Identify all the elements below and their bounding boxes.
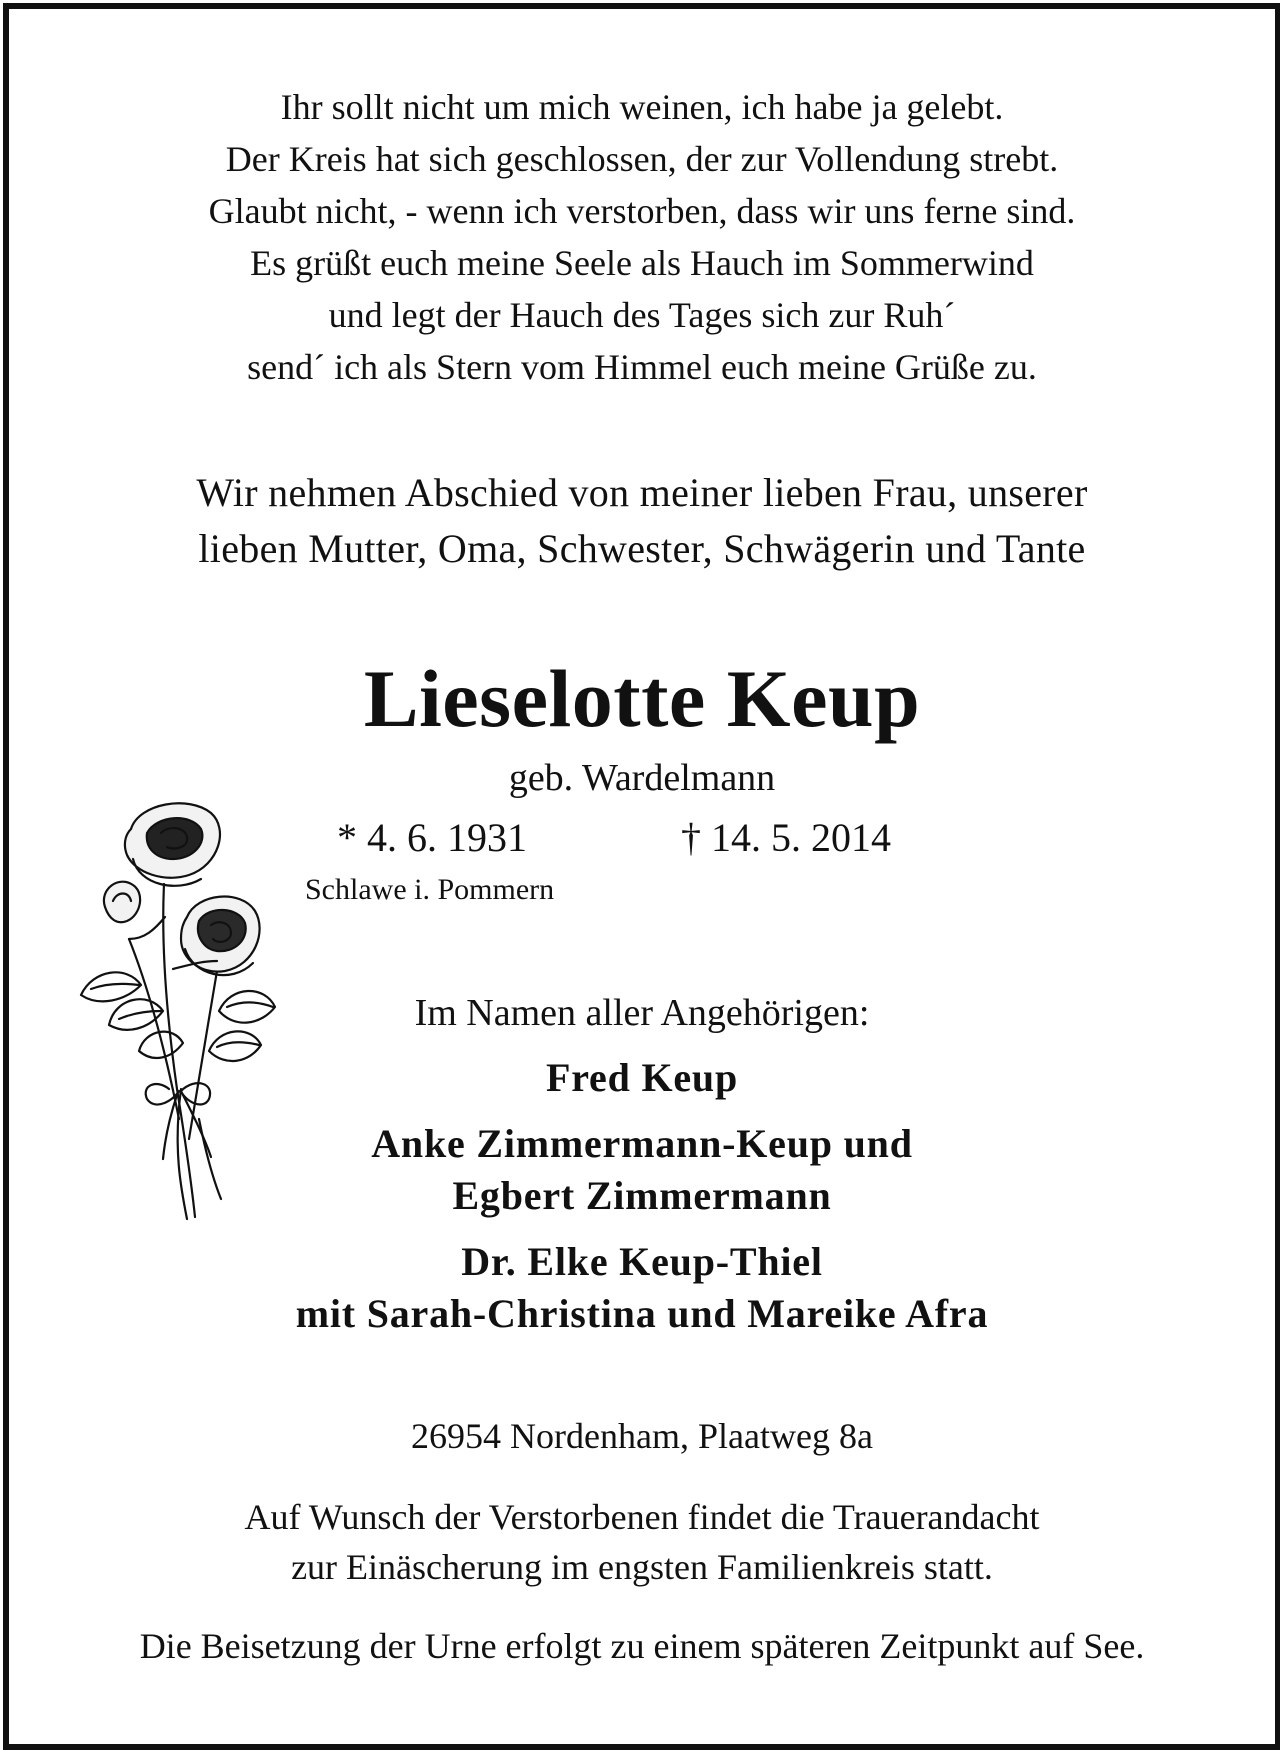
poem-line: Glaubt nicht, - wenn ich verstorben, dass wir uns ferne sind. <box>208 191 1076 231</box>
mourner-name: mit Sarah-Christina und Mareike Afra <box>295 1291 989 1336</box>
address: 26954 Nordenham, Plaatweg 8a <box>411 1416 873 1456</box>
memorial-notice <box>9 1492 1275 1592</box>
obituary-frame <box>3 3 1280 1750</box>
poem-line: send´ ich als Stern vom Himmel euch meine Grüße zu. <box>247 347 1037 387</box>
death-date: † 14. 5. 2014 <box>681 815 891 860</box>
mourner-name: Egbert Zimmermann <box>452 1173 832 1218</box>
farewell-intro <box>9 465 1275 577</box>
mourners-heading: Im Namen aller Angehörigen: <box>414 992 870 1034</box>
mourner-name: Dr. Elke Keup-Thiel <box>461 1239 823 1284</box>
poem <box>9 81 1275 393</box>
mourners-list <box>9 1052 1275 1340</box>
mourner-name: Anke Zimmermann-Keup und <box>371 1121 913 1166</box>
birth-date: * 4. 6. 1931 <box>337 815 527 860</box>
poem-line: und legt der Hauch des Tages sich zur Ruh´ <box>328 295 956 335</box>
intro-line: lieben Mutter, Oma, Schwester, Schwägerin und Tante <box>198 526 1086 571</box>
urn-notice: Die Beisetzung der Urne erfolgt zu einem späteren Zeitpunkt auf See. <box>139 1626 1145 1666</box>
deceased-name: Lieselotte Keup <box>363 653 921 744</box>
birthplace: Schlawe i. Pommern <box>305 873 555 906</box>
notice-line: Auf Wunsch der Verstorbenen findet die Trauerandacht <box>244 1497 1040 1537</box>
intro-line: Wir nehmen Abschied von meiner lieben Frau, unserer <box>196 470 1088 515</box>
poem-line: Der Kreis hat sich geschlossen, der zur Vollendung strebt. <box>225 139 1059 179</box>
poem-line: Es grüßt euch meine Seele als Hauch im Sommerwind <box>250 243 1034 283</box>
mourner-name: Fred Keup <box>545 1055 739 1100</box>
notice-line: zur Einäscherung im engsten Familienkreis statt. <box>291 1547 993 1587</box>
poem-line: Ihr sollt nicht um mich weinen, ich habe ja gelebt. <box>280 87 1004 127</box>
maiden-name: geb. Wardelmann <box>508 757 776 799</box>
